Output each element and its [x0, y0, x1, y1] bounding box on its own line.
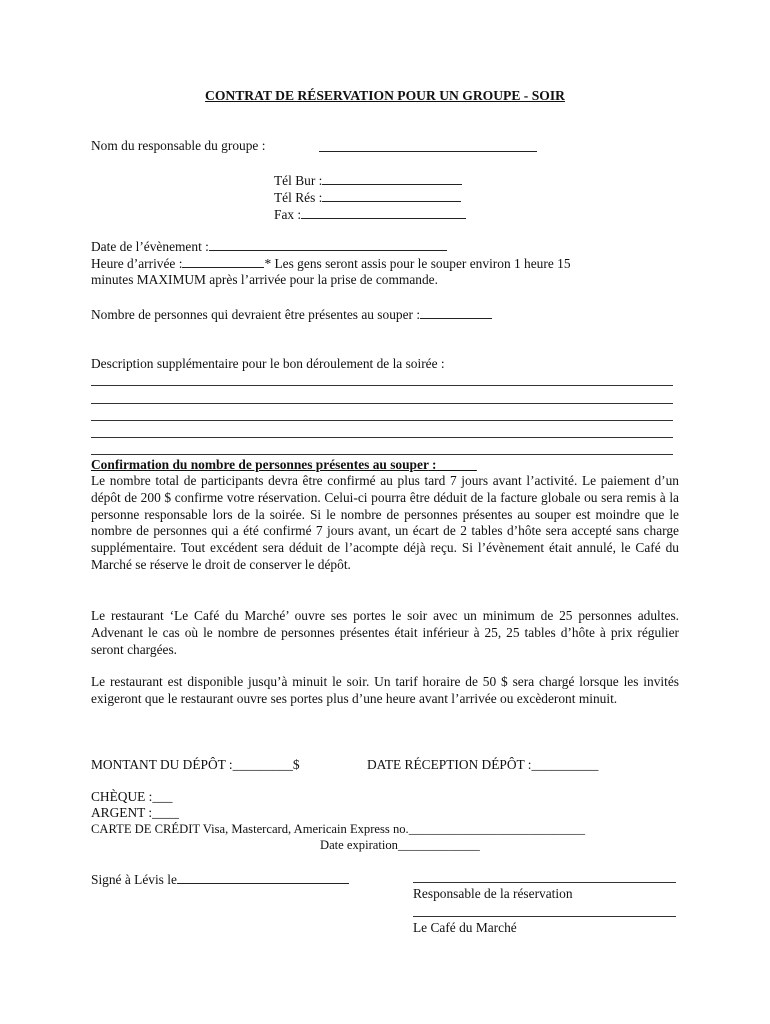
event-date-row [91, 238, 447, 255]
cash-option[interactable]: ARGENT :____ [91, 805, 179, 820]
arrival-time-row [91, 255, 571, 272]
arrival-time-note-cont: minutes MAXIMUM après l’arrivée pour la prise de commande. [91, 272, 438, 287]
tel-bur-field[interactable] [322, 172, 462, 185]
tel-res-field[interactable] [322, 189, 461, 202]
deposit-date[interactable]: DATE RÉCEPTION DÉPÔT :__________ [367, 757, 599, 772]
arrival-time-note: * Les gens seront assis pour le souper environ 1 heure 15 [264, 256, 571, 271]
event-date-label: Date de l’évènement : [91, 239, 209, 254]
responsable-label: Nom du responsable du groupe : [91, 138, 266, 153]
confirmation-heading: Confirmation du nombre de personnes présentes au souper [91, 457, 429, 472]
fax-label: Fax : [274, 207, 302, 222]
signed-at-label: Signé à Lévis le [91, 872, 177, 887]
confirmation-paragraph: Le nombre total de participants devra être confirmé au plus tard 7 jours avant l’activité. Le paiement d’un dépôt de 200 $ confirme votre réservation. Celui-ci pourra être déduit de la facture globale ou sera remis à la personne responsable lors de la soirée. Si le nombre de personnes présentes au souper est moindre que le nombre de personnes qui a été confirmé 7 jours avant, un écart de 2 tables d’hôte sera accepté sans charge supplémentaire. Tout excédent sera déduit de l’acompte déjà reçu. Si l’évènement était annulé, le Café du Marché se réserve le droit de conserver le dépôt. [91, 473, 679, 572]
tel-bur-row [274, 172, 462, 189]
expected-guests-field[interactable] [420, 306, 492, 319]
cafe-signature-line[interactable] [413, 916, 676, 917]
responsable-field[interactable] [319, 139, 537, 152]
fax-field[interactable] [301, 206, 466, 219]
deposit-amount[interactable]: MONTANT DU DÉPÔT :_________$ [91, 757, 300, 772]
arrival-time-label: Heure d’arrivée : [91, 256, 183, 271]
description-line-5[interactable] [91, 454, 673, 455]
credit-card-option[interactable]: CARTE DE CRÉDIT Visa, Mastercard, Americain Express no.____________________________ [91, 822, 586, 836]
arrival-time-field[interactable] [182, 255, 264, 268]
tel-bur-label: Tél Bur : [274, 173, 323, 188]
description-line-1[interactable] [91, 385, 673, 386]
description-line-3[interactable] [91, 420, 673, 421]
confirmation-heading-row [91, 457, 477, 473]
cafe-signature-label: Le Café du Marché [413, 920, 517, 935]
signed-at-row [91, 871, 349, 888]
description-line-4[interactable] [91, 437, 673, 438]
description-line-2[interactable] [91, 403, 673, 404]
cheque-option[interactable]: CHÈQUE :___ [91, 789, 173, 804]
fax-row [274, 206, 466, 223]
responsible-signature-label: Responsable de la réservation [413, 886, 573, 901]
event-date-field[interactable] [209, 238, 447, 251]
card-expiration[interactable]: Date expiration_____________ [320, 838, 480, 852]
page-title: CONTRAT DE RÉSERVATION POUR UN GROUPE - SOIR [205, 88, 565, 103]
tel-res-label: Tél Rés : [274, 190, 323, 205]
tel-res-row [274, 189, 461, 206]
minimum-paragraph: Le restaurant ‘Le Café du Marché’ ouvre ses portes le soir avec un minimum de 25 personnes adultes. Advenant le cas où le nombre de personnes présentes était inférieur à 25, 25 tables d’hôte à prix régulier seront chargées. [91, 608, 679, 657]
signed-at-field[interactable] [177, 871, 349, 884]
responsible-signature-line[interactable] [413, 882, 676, 883]
description-label: Description supplémentaire pour le bon déroulement de la soirée : [91, 356, 445, 371]
hours-paragraph: Le restaurant est disponible jusqu’à minuit le soir. Un tarif horaire de 50 $ sera chargé lorsque les invités exigeront que le restaurant ouvre ses portes plus d’une heure avant l’arrivée ou excèderont minuit. [91, 674, 679, 706]
expected-guests-row [91, 306, 492, 323]
confirmation-heading-suffix: :______ [428, 457, 477, 472]
expected-guests-label: Nombre de personnes qui devraient être présentes au souper : [91, 307, 421, 322]
